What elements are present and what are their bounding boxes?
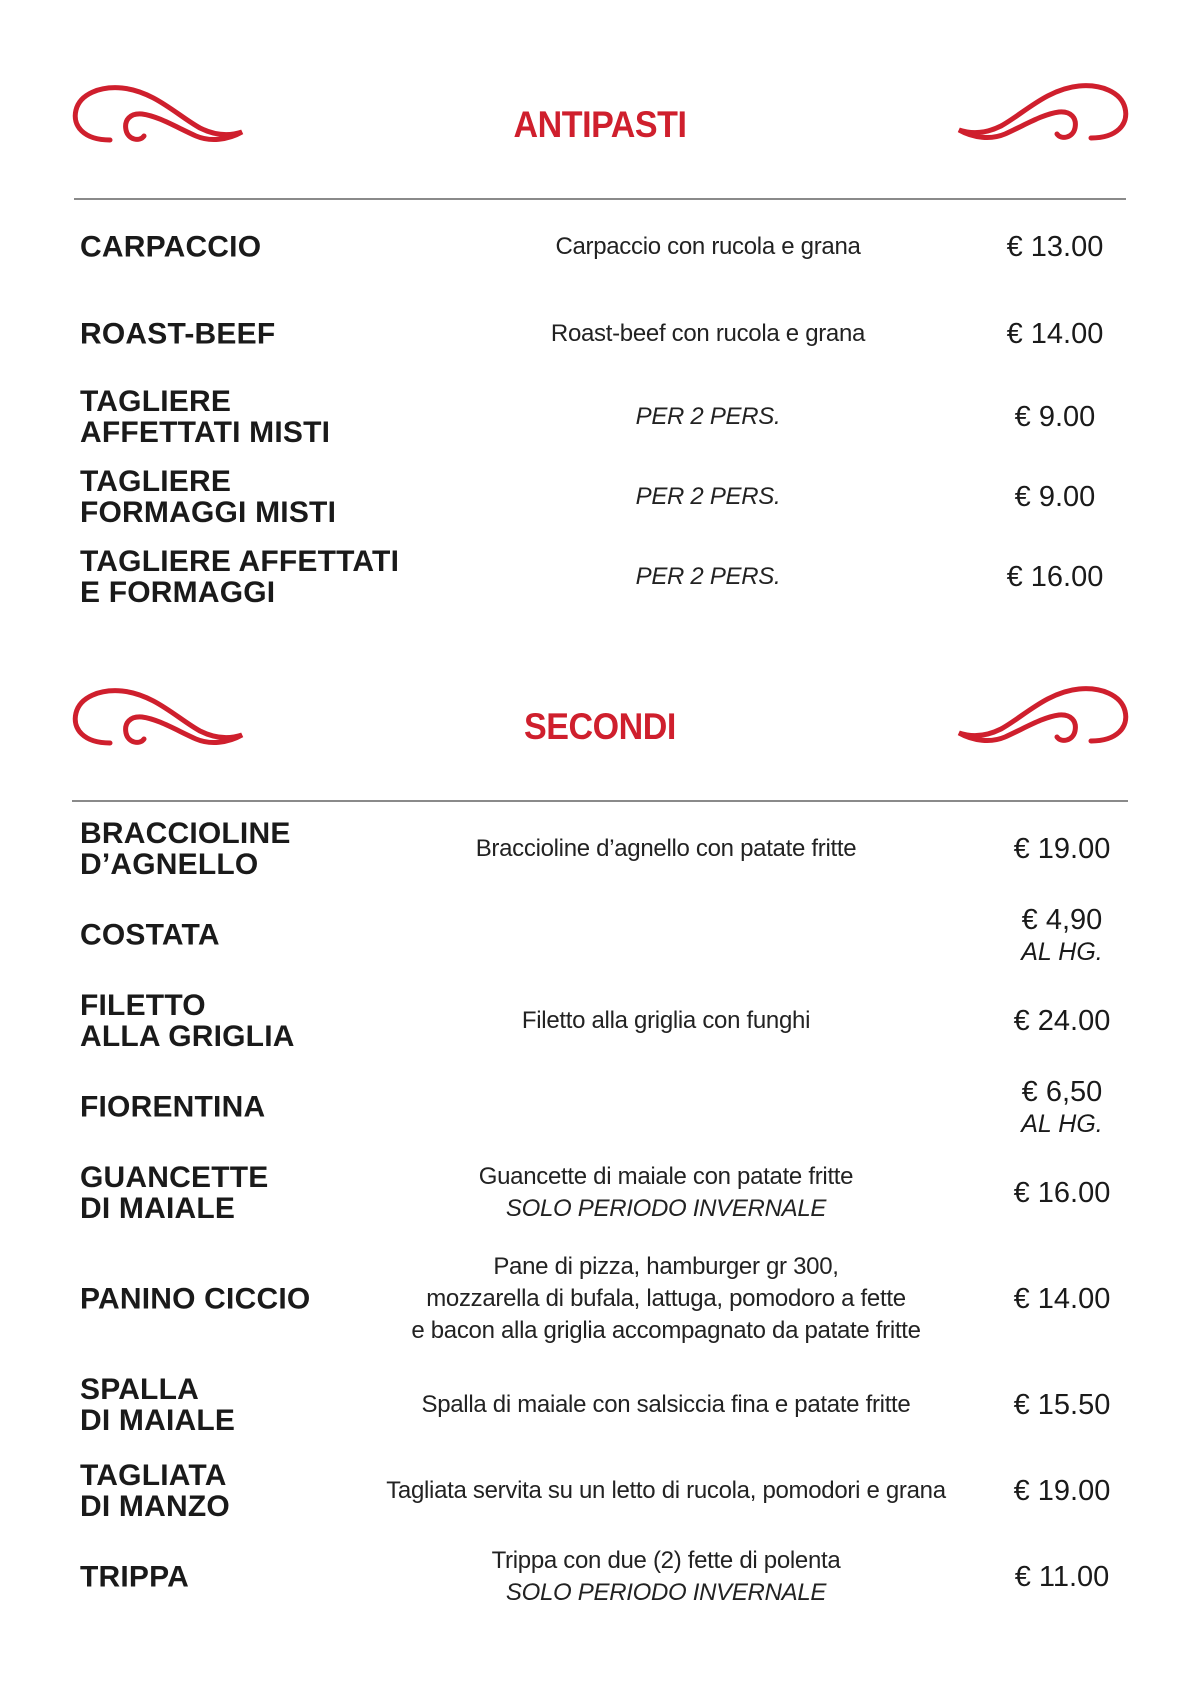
section-title: SECONDI: [524, 706, 676, 747]
item-price: € 6,50 AL HG.: [987, 1075, 1137, 1139]
flourish-right-icon: [955, 683, 1131, 747]
item-name: FILETTO ALLA GRIGLIA: [80, 989, 295, 1053]
item-description: Roast-beef con rucola e grana: [550, 320, 866, 347]
item-price: € 14.00: [1006, 318, 1104, 350]
item-name: CARPACCIO: [80, 230, 262, 264]
section-title: ANTIPASTI: [513, 104, 687, 145]
item-description: Tagliata servita su un letto di rucola, pomodori e grana: [386, 1477, 946, 1504]
item-price: € 4,90 AL HG.: [987, 903, 1137, 967]
item-price: € 19.00: [1013, 833, 1111, 865]
item-name: BRACCIOLINE D’AGNELLO: [80, 817, 291, 881]
item-name: TAGLIERE AFFETTATI E FORMAGGI: [80, 545, 400, 609]
price-unit: AL HG.: [1021, 1110, 1103, 1138]
item-price: € 14.00: [1013, 1283, 1111, 1315]
item-description: Filetto alla griglia con funghi: [521, 1007, 811, 1034]
item-name: FIORENTINA: [80, 1090, 266, 1124]
item-name: GUANCETTE DI MAIALE: [80, 1161, 269, 1225]
item-note: SOLO PERIODO INVERNALE: [505, 1579, 827, 1606]
item-price: € 9.00: [1014, 401, 1096, 433]
item-name: TAGLIATA DI MANZO: [80, 1459, 230, 1523]
item-price: € 15.50: [1013, 1389, 1111, 1421]
item-price: € 9.00: [1014, 481, 1096, 513]
section-divider: [74, 198, 1126, 200]
item-price: € 11.00: [1014, 1561, 1110, 1593]
item-price: € 16.00: [1013, 1177, 1111, 1209]
item-price: € 13.00: [1006, 231, 1104, 263]
item-note: PER 2 PERS.: [635, 563, 781, 590]
item-description: Braccioline d’agnello con patate fritte: [475, 835, 857, 862]
item-name: SPALLA DI MAIALE: [80, 1373, 236, 1437]
item-name: COSTATA: [80, 918, 220, 952]
item-description: Trippa con due (2) fette di polenta SOLO PERIODO INVERNALE: [492, 1545, 841, 1609]
item-name: TAGLIERE AFFETTATI MISTI: [80, 385, 331, 449]
price-unit: AL HG.: [1021, 938, 1103, 966]
item-note: PER 2 PERS.: [635, 403, 781, 430]
item-name: PANINO CICCIO: [80, 1282, 311, 1316]
item-price: € 16.00: [1006, 561, 1104, 593]
item-description: Guancette di maiale con patate fritte SOLO PERIODO INVERNALE: [479, 1161, 853, 1225]
item-name: TRIPPA: [80, 1560, 189, 1594]
item-description: Carpaccio con rucola e grana: [555, 233, 861, 260]
item-price: € 19.00: [1013, 1475, 1111, 1507]
item-description: Spalla di maiale con salsiccia fina e patate fritte: [421, 1391, 911, 1418]
item-note: PER 2 PERS.: [635, 483, 781, 510]
item-name: TAGLIERE FORMAGGI MISTI: [80, 465, 337, 529]
flourish-right-icon: [955, 80, 1131, 144]
item-note: SOLO PERIODO INVERNALE: [505, 1195, 827, 1222]
item-name: ROAST-BEEF: [80, 317, 276, 351]
item-price: € 24.00: [1013, 1005, 1111, 1037]
section-divider: [72, 800, 1128, 802]
item-description: Pane di pizza, hamburger gr 300, mozzarella di bufala, lattuga, pomodoro a fette e bacon alla griglia accompagnato da patate fritte: [411, 1253, 921, 1344]
